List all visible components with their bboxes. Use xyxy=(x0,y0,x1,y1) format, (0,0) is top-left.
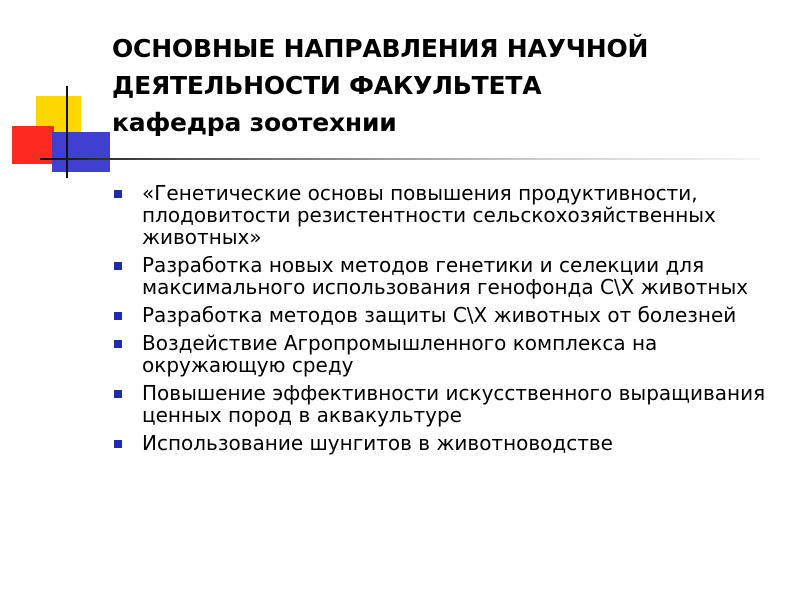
bullet-item xyxy=(112,332,772,376)
square-bullet-icon xyxy=(114,440,122,448)
bullet-item xyxy=(112,304,772,326)
title-subtitle: кафедра зоотехнии xyxy=(112,108,397,137)
square-bullet-icon xyxy=(114,340,122,348)
title-line-1: ОСНОВНЫЕ НАПРАВЛЕНИЯ НАУЧНОЙ xyxy=(112,34,649,63)
square-bullet-icon xyxy=(114,312,122,320)
title-line-2: ДЕЯТЕЛЬНОСТИ ФАКУЛЬТЕТА xyxy=(112,71,542,100)
bullet-item xyxy=(112,254,772,298)
bullet-text: «Генетические основы повышения продуктивности, плодовитости резистентности сельскохозяйственных животных» xyxy=(142,181,716,249)
bullet-text: Использование шунгитов в животноводстве xyxy=(142,431,613,455)
square-bullet-icon xyxy=(114,262,122,270)
square-bullet-icon xyxy=(114,390,122,398)
bullet-list xyxy=(112,182,772,460)
decorative-blue-square xyxy=(52,132,110,172)
decorative-vertical-line xyxy=(66,86,68,178)
bullet-item xyxy=(112,432,772,454)
bullet-text: Разработка новых методов генетики и селекции для максимального использования генофонда С\Х животных xyxy=(142,253,749,299)
square-bullet-icon xyxy=(114,190,122,198)
title-underline xyxy=(40,158,760,160)
bullet-text: Повышение эффективности искусственного выращивания ценных пород в аквакультуре xyxy=(142,381,766,427)
bullet-text: Разработка методов защиты С\Х животных от болезней xyxy=(142,303,737,327)
bullet-item xyxy=(112,182,772,248)
bullet-text: Воздействие Агропромышленного комплекса на окружающую среду xyxy=(142,331,658,377)
bullet-item xyxy=(112,382,772,426)
slide-title xyxy=(112,30,648,141)
